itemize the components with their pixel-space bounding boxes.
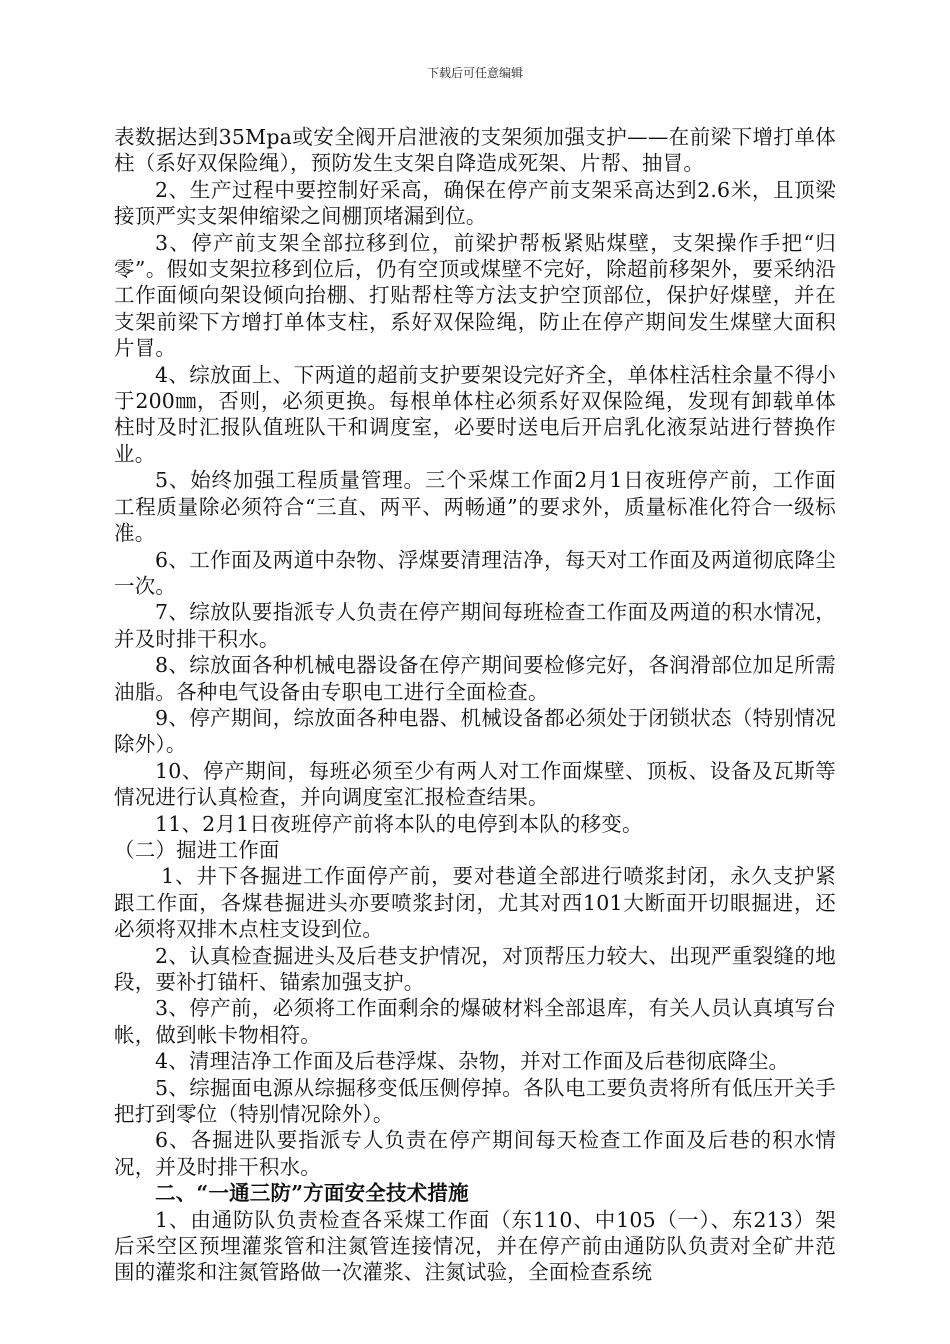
paragraph: 11、2月1日夜班停产前将本队的电停到本队的移变。 [155, 811, 643, 836]
paragraph: 4、清理洁净工作面及后巷浮煤、杂物，并对工作面及后巷彻底降尘。 [155, 1049, 790, 1074]
paragraph: 5、始终加强工程质量管理。三个采煤工作面2月1日夜班停产前，工作面工程质量除必须符合“三直、两平、两畅通”的要求外，质量标准化符合一级标准。 [114, 468, 836, 546]
section-heading: 二、“一通三防”方面安全技术措施 [155, 1181, 469, 1206]
paragraph: 1、由通防队负责检查各采煤工作面（东110、中105（一）、东213）架后采空区预埋灌浆管和注氮管连接情况，并在停产前由通防队负责对全矿井范围的灌浆和注氮管路做一次灌浆、注氮试验，全面检查系统 [114, 1207, 836, 1285]
paragraph: 1、井下各掘进工作面停产前，要对巷道全部进行喷浆封闭，永久支护紧跟工作面，各煤巷掘进头亦要喷浆封闭，尤其对西101大断面开切眼掘进，还必须将双排木点柱支设到位。 [114, 864, 836, 942]
paragraph: 3、停产前，必须将工作面剩余的爆破材料全部退库，有关人员认真填写台帐，做到帐卡物相符。 [114, 996, 836, 1047]
paragraph: 6、各掘进队要指派专人负责在停产期间每天检查工作面及后巷的积水情况，并及时排干积水。 [114, 1128, 836, 1179]
paragraph: 4、综放面上、下两道的超前支护要架设完好齐全，单体柱活柱余量不得小于200㎜，否则，必须更换。每根单体柱必须系好双保险绳，发现有卸载单体柱时及时汇报队值班队干和调度室，必要时送电后开启乳化液泵站进行替换作业。 [114, 362, 836, 466]
paragraph: 9、停产期间，综放面各种电器、机械设备都必须处于闭锁状态（特别情况除外）。 [114, 705, 836, 757]
paragraph: 5、综掘面电源从综掘移变低压侧停掉。各队电工要负责将所有低压开关手把打到零位（特别情况除外）。 [114, 1075, 836, 1127]
paragraph: 2、认真检查掘进头及后巷支护情况，对顶帮压力较大、出现严重裂缝的地段，要补打锚杆、锚索加强支护。 [114, 943, 836, 994]
paragraph: （二）掘进工作面 [114, 837, 280, 862]
paragraph: 表数据达到35Mpa或安全阀开启泄液的支架须加强支护——在前梁下增打单体柱（系好双保险绳），预防发生支架自降造成死架、片帮、抽冒。 [114, 125, 836, 176]
paragraph: 6、工作面及两道中杂物、浮煤要清理洁净，每天对工作面及两道彻底降尘一次。 [114, 547, 836, 598]
paragraph: 8、综放面各种机械电器设备在停产期间要检修完好，各润滑部位加足所需油脂。各种电气设备由专职电工进行全面检查。 [114, 653, 836, 704]
document-body [114, 124, 836, 1286]
paragraph: 7、综放队要指派专人负责在停产期间每班检查工作面及两道的积水情况，并及时排干积水。 [114, 600, 836, 651]
paragraph: 2、生产过程中要控制好采高，确保在停产前支架采高达到2.6米，且顶梁接顶严实支架伸缩梁之间棚顶堵漏到位。 [114, 177, 836, 229]
paragraph: 3、停产前支架全部拉移到位，前梁护帮板紧贴煤壁，支架操作手把“归零”。假如支架拉移到位后，仍有空顶或煤壁不完好，除超前移架外，要采纳沿工作面倾向架设倾向抬棚、打贴帮柱等方法支护空顶部位，保护好煤壁，并在支架前梁下方增打单体支柱，系好双保险绳，防止在停产期间发生煤壁大面积片冒。 [114, 230, 836, 361]
paragraph: 10、停产期间，每班必须至少有两人对工作面煤壁、顶板、设备及瓦斯等情况进行认真检查，并向调度室汇报检查结果。 [114, 758, 836, 810]
page-header: 下载后可任意编辑 [426, 66, 523, 80]
